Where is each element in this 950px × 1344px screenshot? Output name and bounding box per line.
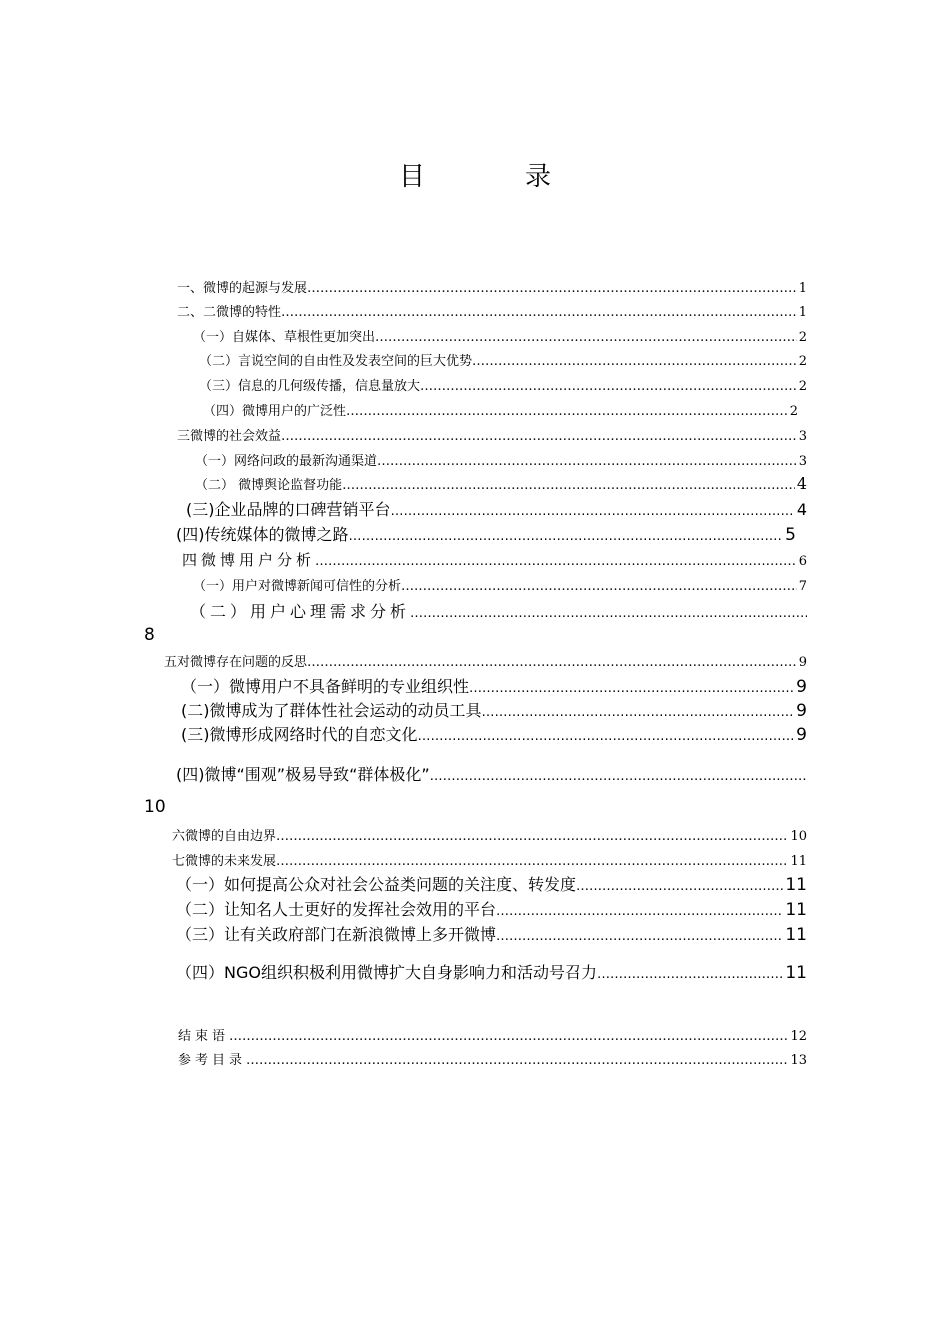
toc-entry-label: (三)企业品牌的口碑营销平台 (186, 500, 391, 519)
toc-leader-dots (246, 1053, 788, 1068)
toc-entry-page: 3 (798, 429, 807, 444)
toc-entry-label: (四)微博“围观”极易导致“群体极化” (176, 765, 430, 784)
toc-entry[interactable] (176, 960, 807, 983)
toc-entry-page: 13 (790, 1053, 807, 1068)
toc-entry-page: 10 (790, 829, 807, 844)
toc-leader-dots (430, 769, 807, 784)
toc-entry[interactable] (172, 850, 807, 869)
toc-entry-label: （一）用户对微博新闻可信性的分析 (193, 579, 402, 594)
toc-entry-page: 5 (785, 525, 796, 545)
toc-leader-dots (377, 454, 797, 469)
toc-entry[interactable] (176, 522, 796, 545)
toc-entry[interactable] (199, 350, 807, 369)
toc-entry-page: 2 (798, 330, 807, 345)
toc-entry[interactable] (195, 474, 807, 493)
toc-title: 目录 (398, 162, 651, 192)
toc-entry-label: （一）如何提高公众对社会公益类问题的关注度、转发度 (176, 875, 577, 894)
toc-leader-dots (342, 478, 795, 493)
toc-entry-page: 2 (789, 404, 798, 419)
toc-entry-label: （二）用户心理需求分析 (190, 602, 411, 621)
toc-leader-dots (307, 655, 797, 670)
toc-entry-page: 9 (798, 655, 807, 670)
toc-entry-label: (四)传统媒体的微博之路 (176, 525, 349, 544)
toc-entry-page: 9 (796, 725, 807, 745)
toc-entry-label: （二） 微博舆论监督功能 (195, 478, 343, 493)
toc-leader-dots (346, 404, 788, 419)
toc-leader-dots (469, 681, 794, 696)
toc-entry[interactable] (177, 277, 807, 296)
toc-entry[interactable] (178, 1025, 807, 1044)
toc-entry[interactable] (177, 301, 807, 320)
toc-entry-page: 7 (798, 579, 807, 594)
toc-entry[interactable] (199, 375, 807, 394)
toc-entry[interactable] (193, 575, 807, 594)
toc-entry-label: 四微博用户分析 (182, 551, 316, 569)
toc-entry[interactable] (177, 425, 807, 444)
toc-entry[interactable] (176, 922, 807, 945)
toc-entry[interactable] (176, 897, 807, 920)
toc-leader-dots (418, 729, 795, 744)
toc-entry[interactable] (203, 400, 798, 419)
toc-leader-dots (420, 379, 797, 394)
toc-leader-dots (307, 281, 797, 296)
toc-leader-dots (576, 879, 783, 894)
toc-entry-page: 1 (798, 305, 807, 320)
toc-entry-page: 12 (790, 1029, 807, 1044)
toc-entry-label: 七微博的未来发展 (172, 854, 277, 869)
toc-entry-label: （一）自媒体、草根性更加突出 (193, 330, 376, 345)
toc-leader-dots (496, 904, 783, 919)
toc-entry-label: 三微博的社会效益 (177, 429, 282, 444)
toc-entry-page: 8 (144, 625, 155, 645)
toc-entry[interactable] (186, 497, 807, 520)
toc-entry-label: 结束语 (178, 1029, 230, 1044)
toc-entry-label: （四）NGO组织积极利用微博扩大自身影响力和活动号召力 (176, 963, 597, 982)
toc-entry-page: 9 (796, 701, 807, 721)
toc-entry[interactable] (181, 698, 807, 721)
toc-leader-dots (472, 354, 797, 369)
toc-entry-label: （三）信息的几何级传播，信息量放大 (199, 379, 421, 394)
toc-entry[interactable] (172, 825, 807, 844)
toc-leader-dots (482, 705, 795, 720)
toc-leader-dots (229, 1029, 788, 1044)
toc-entry-label: （三）让有关政府部门在新浪微博上多开微博 (176, 925, 497, 944)
toc-entry[interactable] (190, 599, 807, 622)
toc-entry[interactable] (176, 762, 807, 785)
toc-entry-page: 11 (785, 900, 807, 920)
toc-entry[interactable] (195, 450, 807, 469)
toc-entry-page: 1 (798, 281, 807, 296)
toc-leader-dots (281, 429, 797, 444)
toc-entry-page: 11 (790, 854, 807, 869)
toc-entry-label: 六微博的自由边界 (172, 829, 277, 844)
toc-entry-label: 一、微博的起源与发展 (177, 281, 308, 296)
toc-entry-page: 11 (785, 963, 807, 983)
toc-entry-label: （二）言说空间的自由性及发表空间的巨大优势 (199, 354, 473, 369)
toc-entry-page: 10 (144, 797, 166, 817)
toc-entry-page: 2 (798, 354, 807, 369)
toc-leader-dots (375, 330, 797, 345)
toc-entry-label: 五对微博存在问题的反思 (164, 655, 308, 670)
toc-leader-dots (597, 967, 783, 982)
toc-entry[interactable] (193, 326, 807, 345)
toc-entry[interactable] (164, 651, 807, 670)
toc-entry[interactable] (176, 872, 807, 895)
toc-entry-label: 二、二微博的特性 (177, 305, 282, 320)
toc-entry-label: (二)微博成为了群体性社会运动的动员工具 (181, 701, 482, 720)
toc-entry[interactable] (182, 549, 807, 570)
toc-leader-dots (349, 529, 784, 544)
toc-entry-label: （一）网络问政的最新沟通渠道 (195, 454, 378, 469)
toc-leader-dots (391, 504, 795, 519)
toc-leader-dots (281, 305, 797, 320)
toc-leader-dots (401, 579, 797, 594)
toc-entry-page: 11 (785, 875, 807, 895)
toc-entry-label: 参考目录 (178, 1053, 247, 1068)
toc-entry-label: (三)微博形成网络时代的自恋文化 (181, 725, 418, 744)
toc-entry-page: 4 (796, 474, 807, 493)
toc-entry-page: 11 (785, 925, 807, 945)
toc-entry-page: 6 (798, 554, 807, 569)
toc-entry-label: （二）让知名人士更好的发挥社会效用的平台 (176, 900, 497, 919)
toc-entry-label: （四）微博用户的广泛性 (203, 404, 347, 419)
toc-entry-page: 4 (796, 500, 807, 519)
toc-entry-page: 3 (798, 454, 807, 469)
toc-entry[interactable] (178, 1049, 807, 1068)
toc-leader-dots (276, 854, 788, 869)
toc-leader-dots (410, 606, 807, 621)
toc-leader-dots (276, 829, 788, 844)
toc-entry-page: 9 (796, 677, 807, 697)
toc-entry-label: （一）微博用户不具备鲜明的专业组织性 (181, 677, 470, 696)
toc-entry[interactable] (181, 674, 807, 697)
toc-leader-dots (315, 554, 797, 569)
toc-entry-page: 2 (798, 379, 807, 394)
toc-leader-dots (496, 929, 783, 944)
toc-entry[interactable] (181, 722, 807, 745)
